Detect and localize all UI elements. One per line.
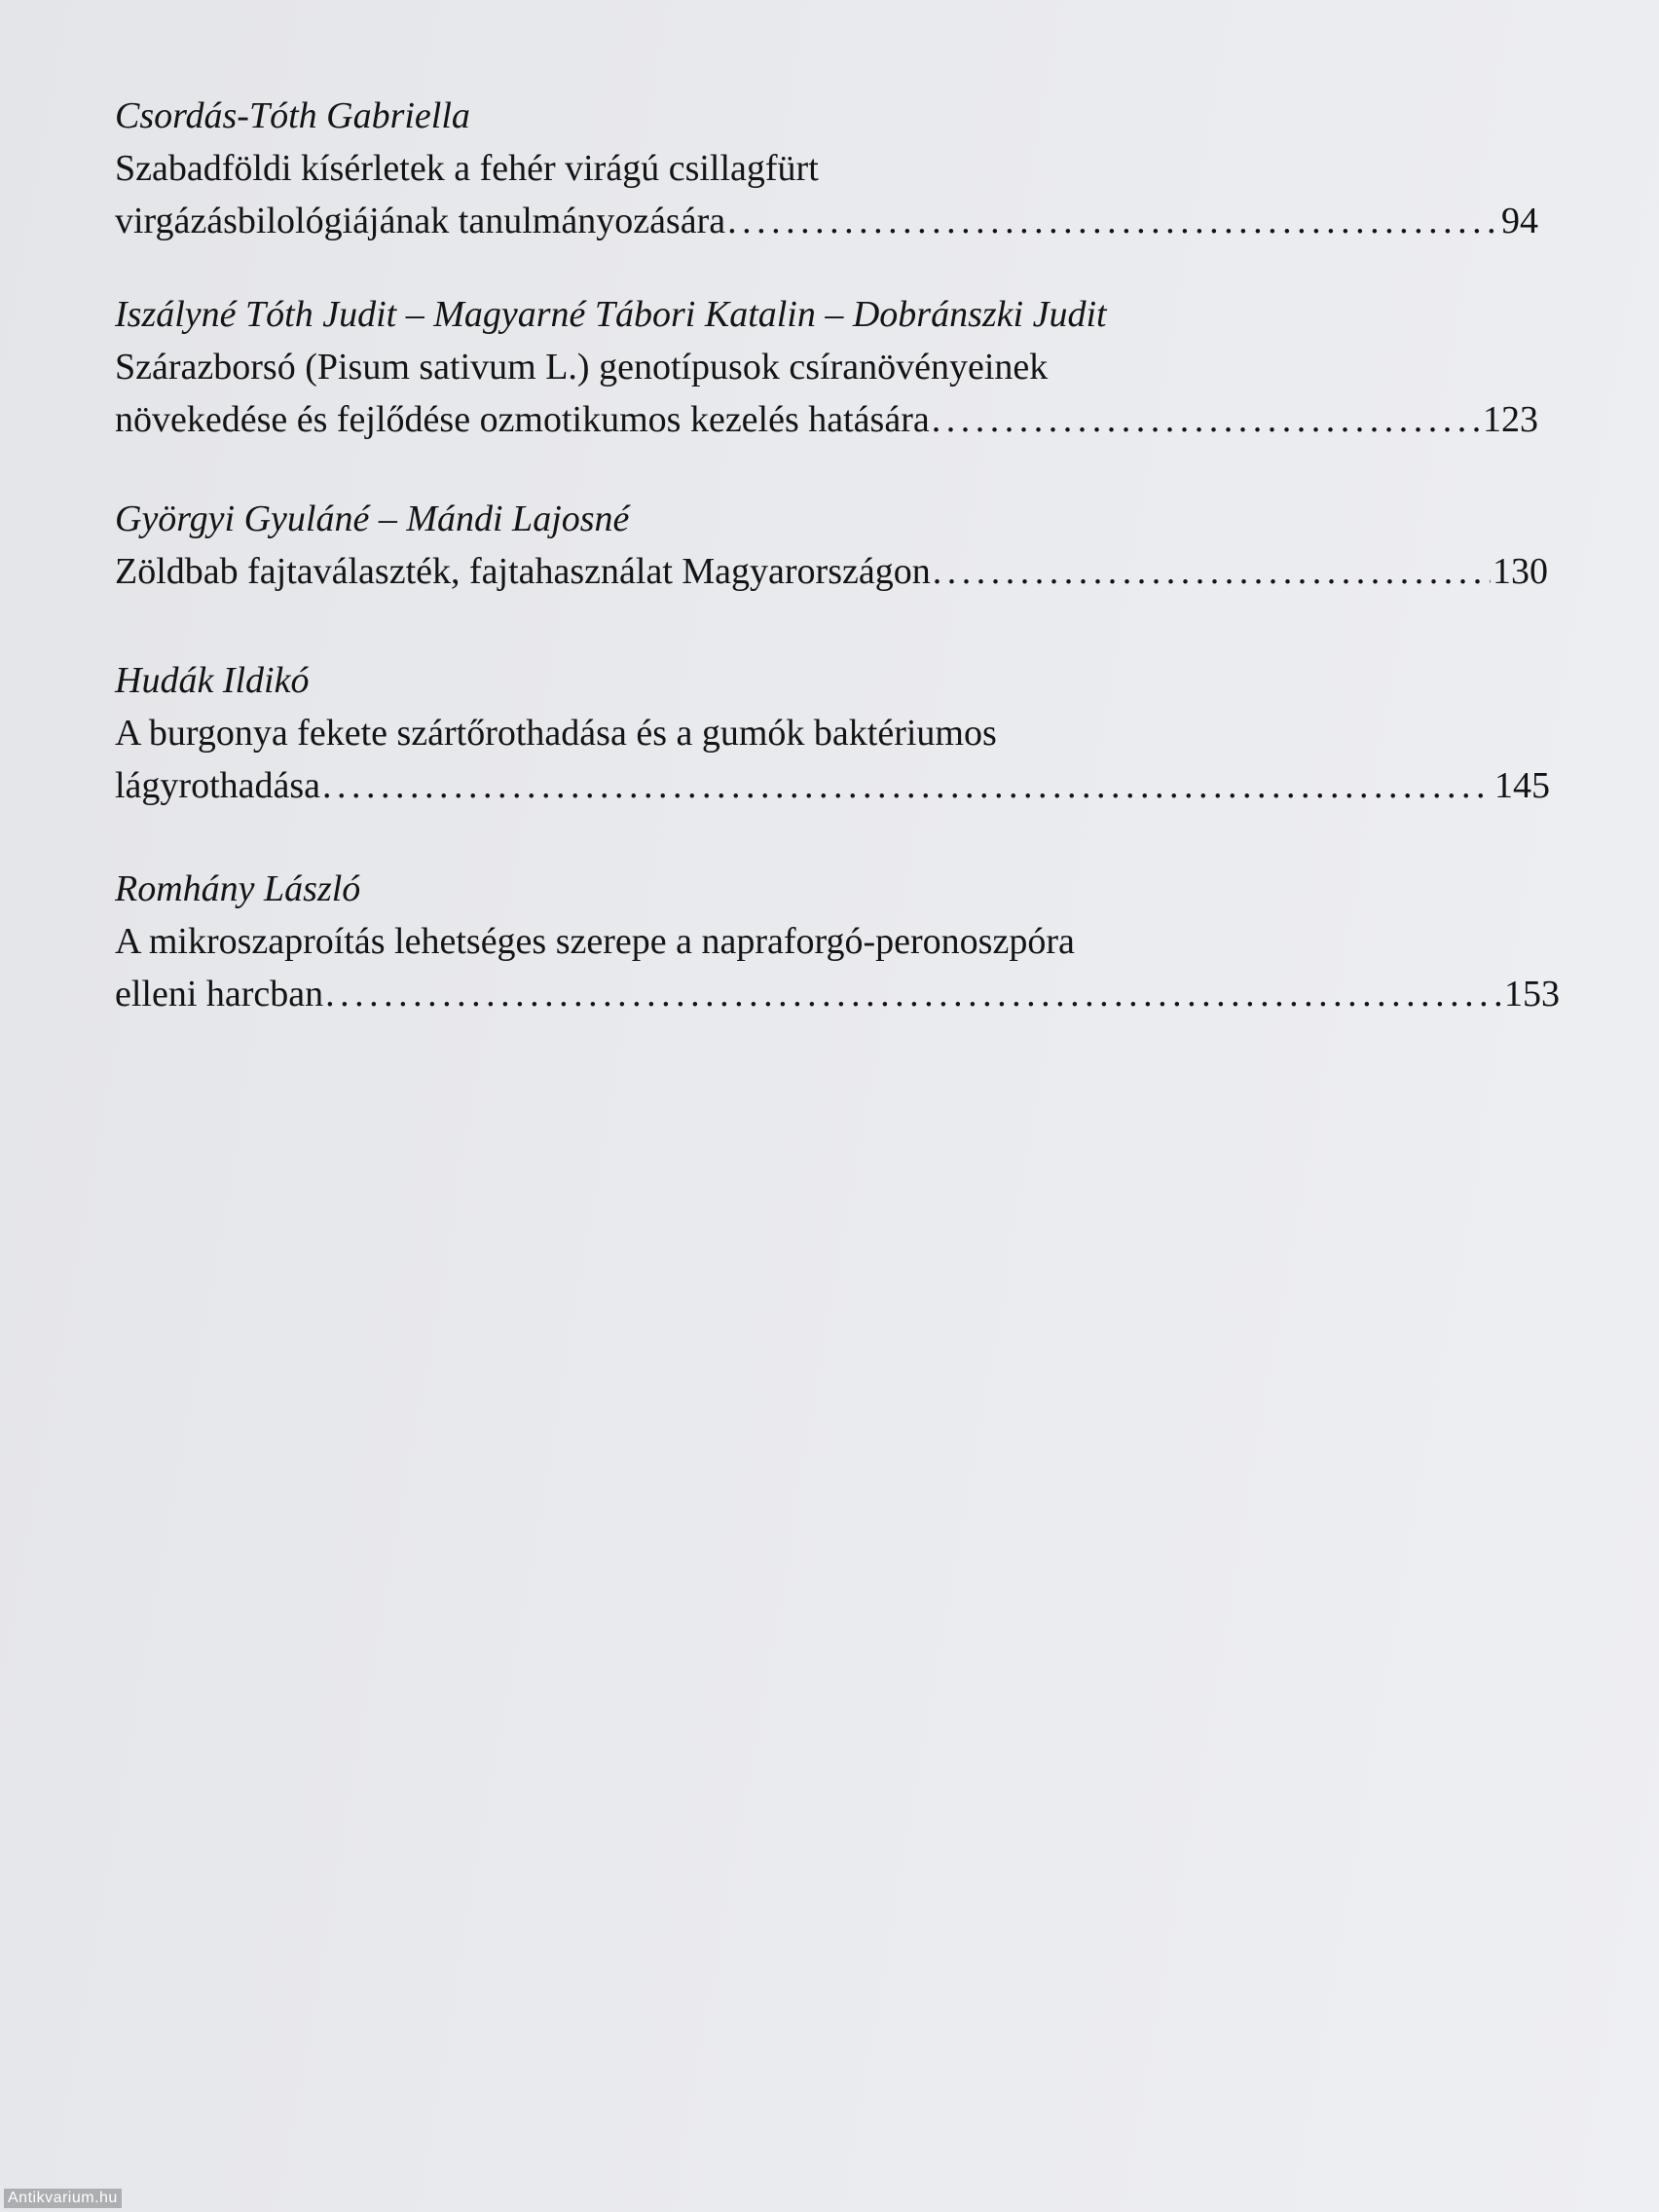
entry-title-line: Szárazborsó (Pisum sativum L.) genotípusok csíranövényeinek	[115, 347, 1049, 387]
entry-page-number: 153	[1504, 974, 1560, 1014]
toc-entry	[115, 493, 1548, 598]
entry-page-number: 94	[1501, 201, 1538, 241]
entry-author: Iszályné Tóth Judit – Magyarné Tábori Katalin – Dobránszki Judit	[115, 294, 1107, 335]
entry-page-number: 145	[1494, 765, 1550, 806]
dot-leader	[322, 759, 1493, 812]
dot-leader	[727, 195, 1499, 247]
entry-title-line: növekedése és fejlődése ozmotikumos kezelés hatására	[115, 399, 930, 440]
entry-last-line	[115, 393, 1538, 446]
entry-author: Csordás-Tóth Gabriella	[115, 95, 470, 136]
entry-author: Romhány László	[115, 868, 361, 909]
dot-leader	[933, 545, 1491, 598]
entry-title-line: Zöldbab fajtaválaszték, fajtahasználat Magyarországon	[115, 551, 931, 592]
toc-entry	[115, 90, 1538, 247]
entry-title-line: A mikroszaproítás lehetséges szerepe a napraforgó-peronoszpóra	[115, 921, 1075, 962]
dot-leader	[325, 968, 1502, 1020]
entry-title-line: A burgonya fekete szártőrothadása és a gumók baktériumos	[115, 713, 997, 754]
entry-page-number: 130	[1493, 551, 1548, 592]
entry-last-line	[115, 968, 1560, 1020]
toc-entry	[115, 863, 1560, 1020]
entry-title-line: elleni harcban	[115, 974, 324, 1014]
entry-page-number: 123	[1483, 399, 1538, 440]
entry-author: Györgyi Gyuláné – Mándi Lajosné	[115, 498, 630, 539]
entry-title-line: Szabadföldi kísérletek a fehér virágú csillagfürt	[115, 148, 819, 189]
toc-entry	[115, 654, 1550, 812]
entry-last-line	[115, 545, 1548, 598]
watermark: Antikvarium.hu	[4, 2189, 122, 2208]
dot-leader	[932, 393, 1481, 446]
entry-last-line	[115, 759, 1550, 812]
entry-title-line: lágyrothadása	[115, 765, 321, 806]
toc-entry	[115, 288, 1538, 446]
entry-author: Hudák Ildikó	[115, 660, 310, 701]
entry-title-line: virgázásbilológiájának tanulmányozására	[115, 201, 726, 241]
entry-last-line	[115, 195, 1538, 247]
